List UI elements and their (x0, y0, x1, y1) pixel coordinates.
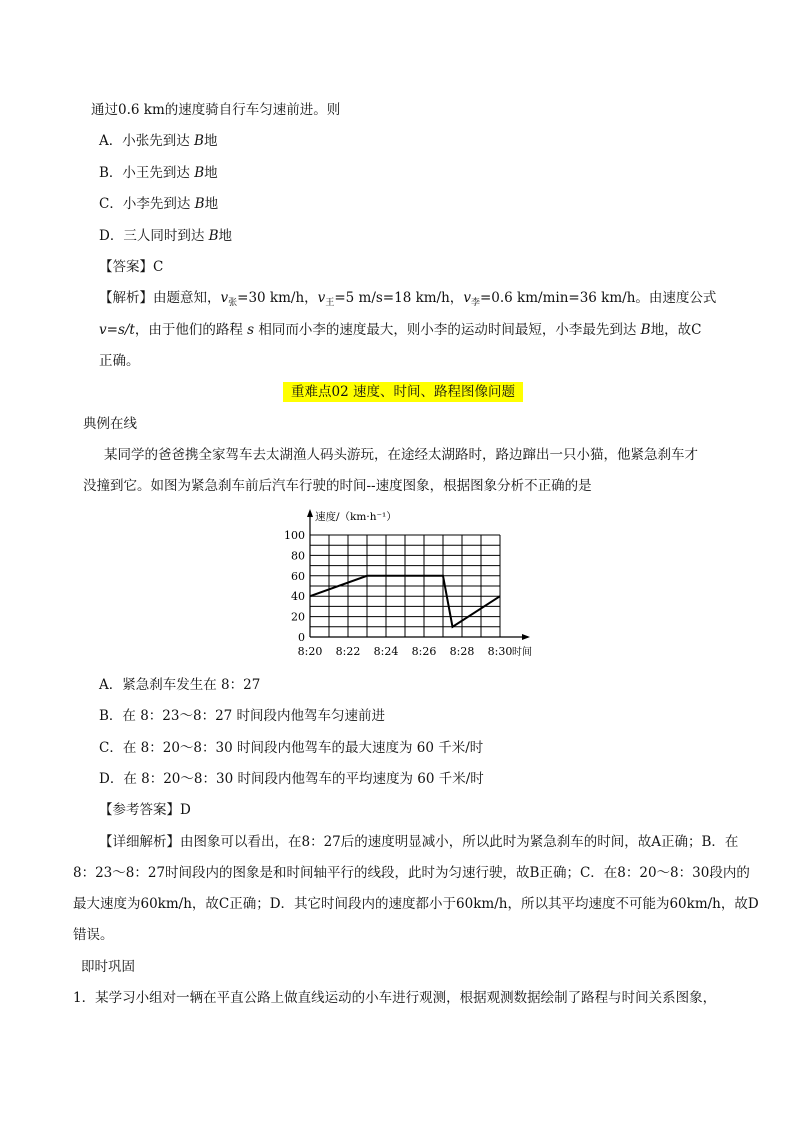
y-tick-label: 60 (291, 569, 305, 583)
q1-analysis-line2 (99, 320, 701, 340)
y-tick-label: 100 (284, 529, 305, 542)
y-axis-arrow (307, 509, 313, 517)
answer-label: 【答案】 (99, 259, 153, 275)
option-text-end: 地 (204, 165, 218, 181)
explain-text: 由图象可以看出，在8：27后的速度明显减小，所以此时为紧急刹车的时间，故A正确；B．在 (180, 834, 739, 850)
y-tick-label: 20 (291, 610, 305, 624)
option-letter: B． (99, 708, 123, 724)
x-axis-label: 时间 (512, 647, 532, 658)
y-axis-label: 速度/（km·h⁻¹） (315, 511, 397, 523)
analysis-text: ，由于他们的路程 (134, 322, 248, 338)
analysis-text: 地，故C (650, 322, 702, 338)
practice-q1-line: 1．某学习小组对一辆在平直公路上做直线运动的小车进行观测，根据观测数据绘制了路程与时间关系图象， (73, 990, 717, 1006)
q2-option-b (99, 706, 385, 726)
q2-option-a (99, 675, 260, 695)
q2-explain-line1 (99, 832, 738, 852)
speed-value: =30 km/h， (237, 290, 318, 306)
option-letter: D． (99, 771, 124, 787)
speed-subscript: 王 (325, 298, 335, 308)
practice-label: 即时巩固 (81, 959, 135, 975)
speed-subscript: 张 (228, 298, 238, 308)
option-place: B (194, 196, 205, 212)
x-tick-label: 8:22 (335, 645, 361, 658)
speed-symbol: v (220, 290, 229, 306)
intro-line: 通过0.6 km的速度骑自行车匀速前进。则 (91, 102, 341, 118)
analysis-label: 【解析】 (99, 290, 153, 306)
option-text: 紧急刹车发生在 8：27 (122, 677, 261, 693)
option-letter: C． (99, 740, 123, 756)
answer-value: D (180, 802, 191, 818)
option-letter: A． (99, 133, 123, 149)
x-tick-label: 8:20 (297, 645, 323, 658)
option-text: 在 8：23～8：27 时间段内他驾车匀速前进 (122, 708, 386, 724)
option-letter: B． (99, 165, 123, 181)
x-axis-arrow (522, 634, 530, 640)
x-tick-label: 8:24 (373, 645, 399, 658)
option-text: 小李先到达 (122, 196, 195, 212)
answer-value: C (153, 259, 164, 275)
speed-symbol: v (317, 290, 326, 306)
option-text: 小王先到达 (122, 165, 195, 181)
q2-answer (99, 800, 191, 820)
option-text: 在 8：20～8：30 时间段内他驾车的最大速度为 60 千米/时 (122, 740, 484, 756)
q2-option-d (99, 769, 484, 789)
y-tick-label: 40 (291, 590, 305, 604)
speed-value: =0.6 km/min=36 km/h。由速度公式 (479, 290, 717, 306)
analysis-text: 相同而小李的速度最大，则小李的运动时间最短，小李最先到达 (254, 322, 641, 338)
option-letter: A． (99, 677, 123, 693)
option-text: 在 8：20～8：30 时间段内他驾车的平均速度为 60 千米/时 (123, 771, 484, 787)
x-tick-label: 8:26 (411, 645, 437, 658)
option-text-end: 地 (203, 133, 218, 149)
speed-symbol: v (463, 290, 471, 306)
option-text-end: 地 (218, 228, 233, 244)
speed-time-chart (276, 505, 556, 665)
x-tick-label: 8:28 (449, 645, 475, 658)
option-text-end: 地 (204, 196, 219, 212)
option-place: B (208, 228, 219, 244)
q1-option-b (99, 163, 218, 183)
y-tick-label: 0 (298, 631, 305, 644)
place-symbol: B (640, 322, 651, 338)
q1-option-a (99, 131, 217, 151)
section-heading: 重难点02 速度、时间、路程图像问题 (283, 382, 523, 402)
example-stem-line1: 某同学的爸爸携全家驾车去太湖渔人码头游玩，在途经太湖路时，路边蹿出一只小猫，他紧急刹车才 (104, 447, 698, 463)
example-stem-line2: 没撞到它。如图为紧急刹车前后汽车行驶的时间--速度图象，根据图象分析不正确的是 (83, 478, 592, 494)
answer-label: 【参考答案】 (99, 802, 180, 818)
q1-option-d (99, 226, 232, 246)
q2-explain-line4: 错误。 (73, 927, 114, 943)
option-letter: D． (99, 228, 124, 244)
example-label: 典例在线 (83, 416, 137, 432)
q2-explain-line2: 8：23～8：27时间段内的图象是和时间轴平行的线段，此时为匀速行驶，故B正确；C．在8：20～8：30段内的 (73, 865, 750, 881)
option-letter: C． (99, 196, 123, 212)
speed-formula: v=s/t (99, 322, 135, 338)
chart-svg (276, 505, 556, 665)
q1-option-c (99, 194, 218, 214)
q2-explain-line3: 最大速度为60km/h，故C正确；D．其它时间段内的速度都小于60km/h，所以其平均速度不可能为60km/h，故D (73, 896, 759, 912)
speed-subscript: 李 (470, 298, 480, 308)
distance-symbol: s (247, 322, 255, 338)
q1-answer (99, 257, 163, 277)
option-place: B (194, 165, 205, 181)
x-tick-label: 8:30 (487, 645, 513, 658)
explain-label: 【详细解析】 (99, 834, 180, 850)
option-text: 三人同时到达 (123, 228, 209, 244)
option-place: B (194, 133, 204, 149)
speed-value: =5 m/s=18 km/h， (334, 290, 464, 306)
q2-option-c (99, 738, 483, 758)
analysis-text: 由题意知， (153, 290, 221, 306)
option-text: 小张先到达 (122, 133, 195, 149)
q1-analysis-line1 (99, 288, 716, 313)
y-tick-label: 80 (291, 549, 305, 563)
q1-analysis-line3: 正确。 (99, 353, 140, 369)
